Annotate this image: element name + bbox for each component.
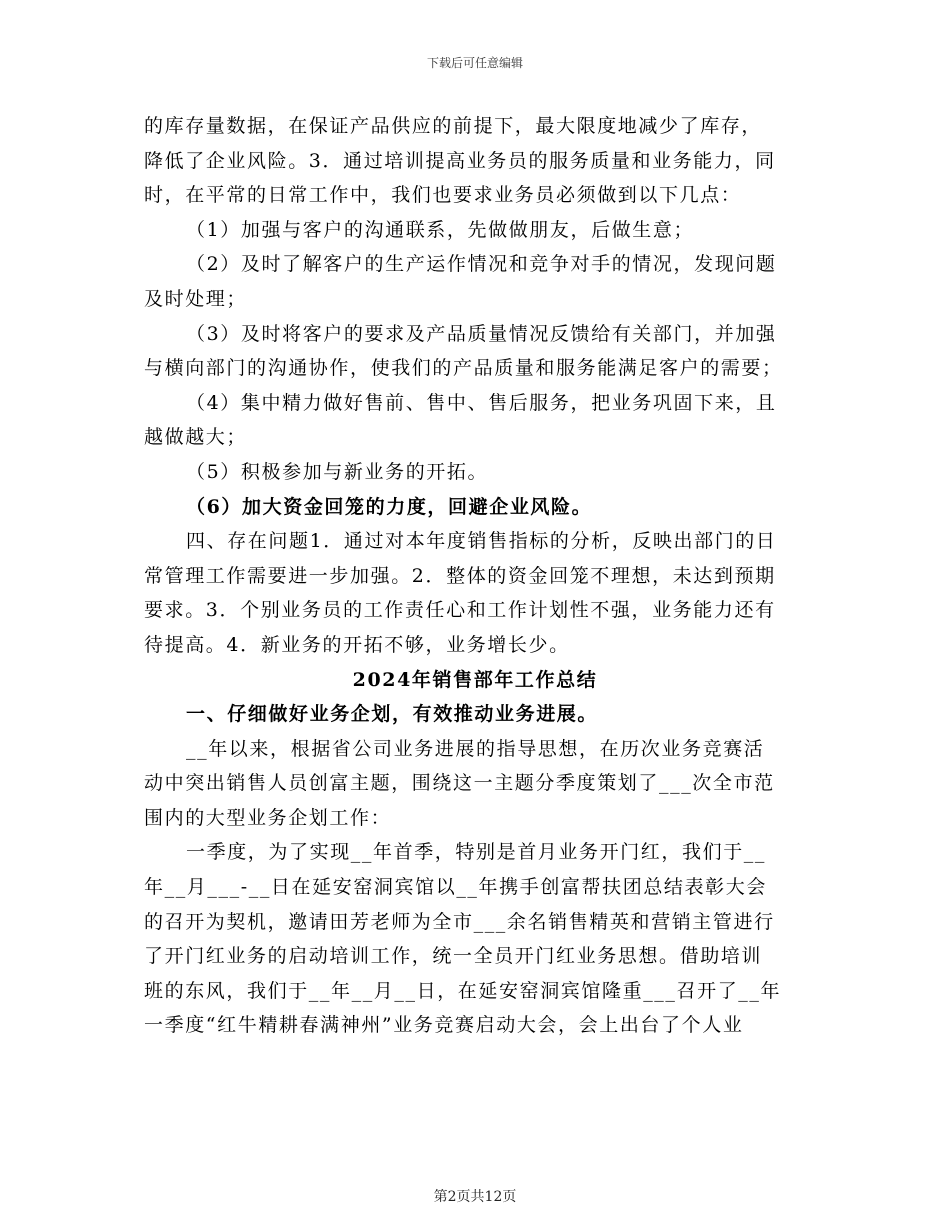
text-line: 动中突出销售人员创富主题，围绕这一主题分季度策划了___次全市范 <box>144 772 775 795</box>
paragraph-start: 一季度，为了实现__年首季，特别是首月业务开门红，我们于__ <box>186 841 767 864</box>
list-item-bold: （6）加大资金回笼的力度，回避企业风险。 <box>186 495 593 518</box>
list-item: （1）加强与客户的沟通联系，先做做朋友，后做生意； <box>186 218 695 241</box>
text-line: 时，在平常的日常工作中，我们也要求业务员必须做到以下几点： <box>144 184 742 207</box>
list-item: （3）及时将客户的要求及产品质量情况反馈给有关部门，并加强 <box>186 322 777 345</box>
section-title: 2024年销售部年工作总结 <box>352 668 598 691</box>
text-line: 降低了企业风险。3．通过培训提高业务员的服务质量和业务能力，同 <box>144 149 776 172</box>
text-line: 待提高。4．新业务的开拓不够，业务增长少。 <box>144 633 570 656</box>
text-line: 班的东风，我们于__年__月__日，在延安窑洞宾馆隆重___召开了__年 <box>144 979 782 1002</box>
text-line: 的召开为契机，邀请田芳老师为全市___余名销售精英和营销主管进行 <box>144 910 775 933</box>
text-line: 了开门红业务的启动培训工作，统一全员开门红业务思想。借助培训 <box>144 945 763 968</box>
page-header: 下载后可任意编辑 <box>426 56 523 70</box>
list-item: （5）积极参加与新业务的开拓。 <box>186 460 489 483</box>
document-body <box>144 109 806 1043</box>
text-line: 一季度“红牛精耕春满神州”业务竞赛启动大会，会上出台了个人业 <box>144 1014 744 1037</box>
text-line: 围内的大型业务企划工作： <box>144 806 392 829</box>
text-line: 的库存量数据，在保证产品供应的前提下，最大限度地减少了库存， <box>144 115 763 137</box>
list-item: （4）集中精力做好售前、售中、售后服务，把业务巩固下来，且 <box>186 391 777 414</box>
text-line: 及时处理； <box>144 287 248 310</box>
paragraph-start: __年以来，根据省公司业务进展的指导思想，在历次业务竞赛活 <box>186 737 765 760</box>
paragraph-start: 四、存在问题1．通过对本年度销售指标的分析，反映出部门的日 <box>186 530 777 553</box>
text-line: 年__月___-__日在延安窑洞宾馆以__年携手创富帮扶团总结表彰大会 <box>144 876 767 899</box>
text-line: 与横向部门的沟通协作，使我们的产品质量和服务能满足客户的需要； <box>144 357 783 380</box>
text-line: 常管理工作需要进一步加强。2．整体的资金回笼不理想，未达到预期 <box>144 564 776 587</box>
list-item: （2）及时了解客户的生产运作情况和竞争对手的情况，发现问题 <box>186 253 777 276</box>
page-footer: 第2页共12页 <box>433 1189 517 1205</box>
text-line: 越做越大； <box>144 426 248 449</box>
section-heading: 一、仔细做好业务企划，有效推动业务进展。 <box>186 703 599 726</box>
text-line: 要求。3．个别业务员的工作责任心和工作计划性不强，业务能力还有 <box>144 599 776 622</box>
